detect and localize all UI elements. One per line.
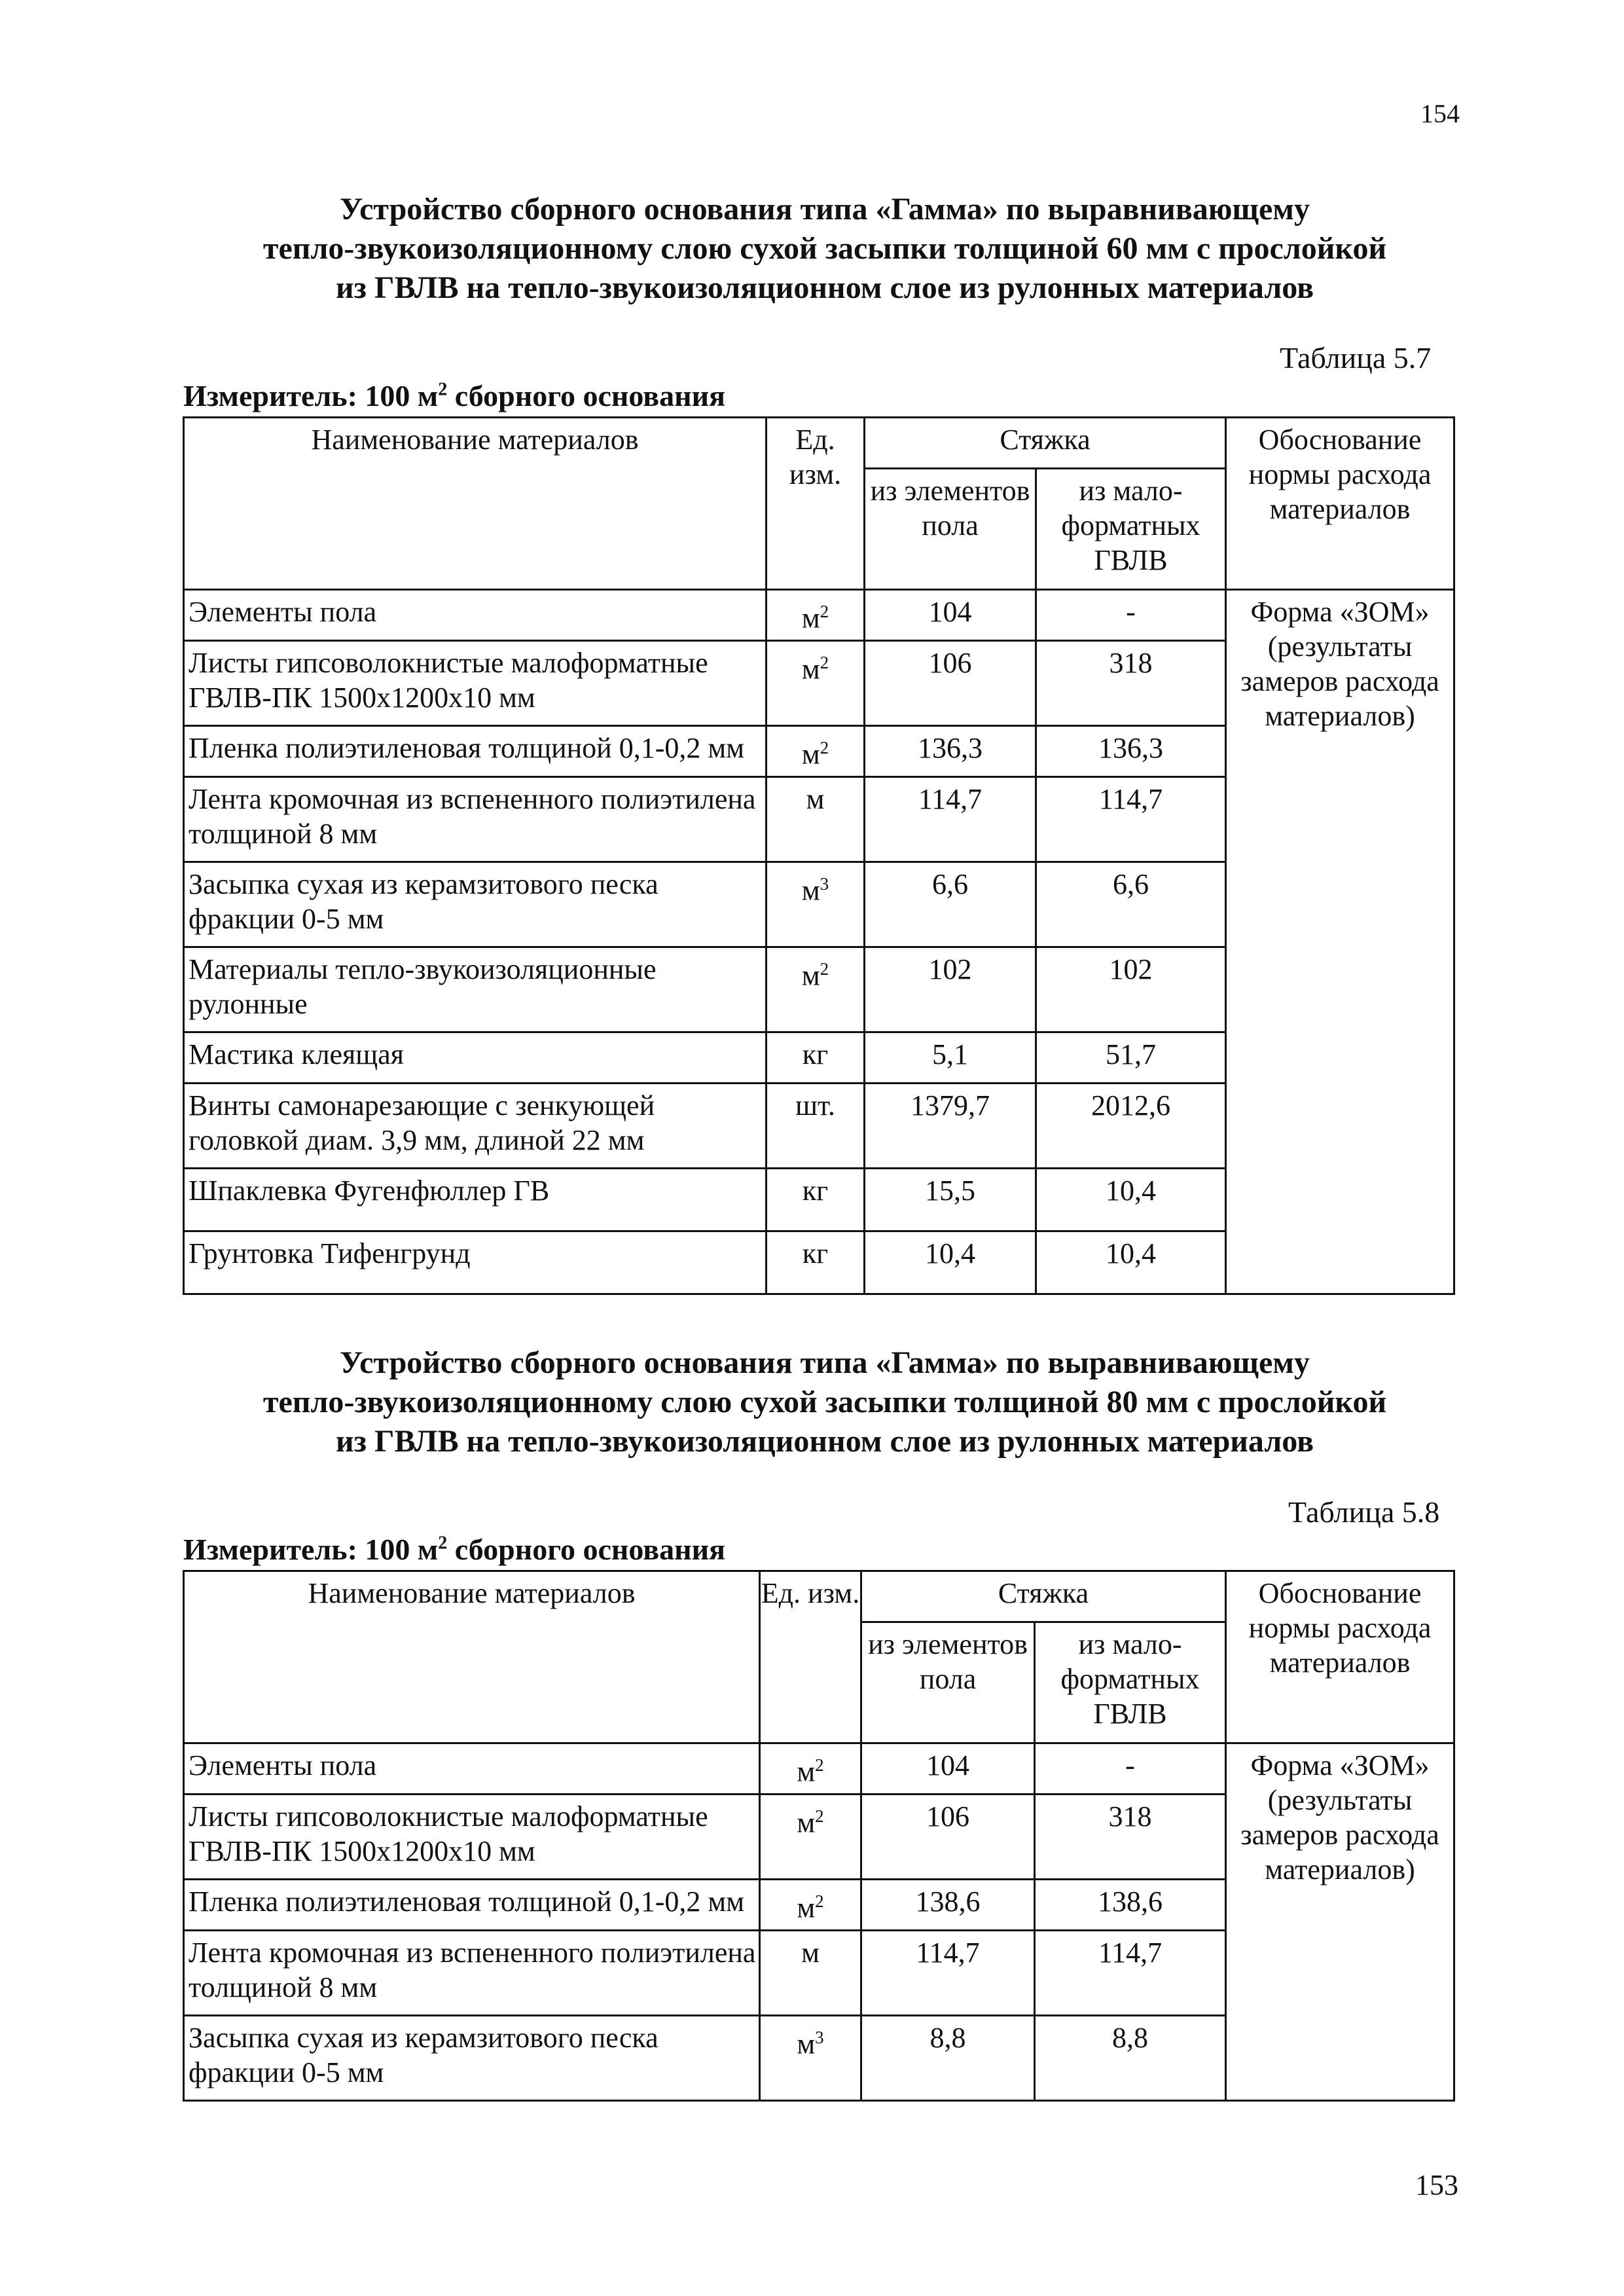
unit-cell bbox=[760, 1795, 861, 1880]
unit-text: кг bbox=[802, 1237, 829, 1269]
value-elements: 15,5 bbox=[865, 1169, 1036, 1231]
material-name: Грунтовка Тифенгрунд bbox=[184, 1231, 767, 1294]
material-name: Мастика клеящая bbox=[184, 1032, 767, 1084]
unit-sup: 2 bbox=[820, 738, 829, 757]
measure-suffix: сборного основания bbox=[447, 1533, 725, 1566]
material-name: Элементы пола bbox=[184, 1743, 760, 1795]
unit-text: кг bbox=[802, 1175, 829, 1207]
unit-cell bbox=[767, 726, 865, 777]
unit-text: м bbox=[801, 874, 820, 907]
value-elements: 1379,7 bbox=[865, 1084, 1036, 1169]
material-name: Пленка полиэтиленовая толщиной 0,1-0,2 мм bbox=[184, 726, 767, 777]
unit-sup: 2 bbox=[820, 653, 829, 672]
material-name: Лента кромочная из вспененного полиэтилена толщиной 8 мм bbox=[184, 777, 767, 862]
title-line: тепло-звукоизоляционному слою сухой засыпки толщиной 60 мм с прослойкой bbox=[262, 231, 1387, 266]
unit-text: м bbox=[801, 959, 820, 992]
unit-cell bbox=[767, 1169, 865, 1231]
table-label-5-8: Таблица 5.8 bbox=[1288, 1495, 1440, 1529]
header-group: Стяжка bbox=[861, 1571, 1226, 1622]
material-name: Пленка полиэтиленовая толщиной 0,1-0,2 мм bbox=[184, 1880, 760, 1931]
header-unit: Ед. изм. bbox=[767, 418, 865, 590]
material-name: Листы гипсоволокнистые малоформатные ГВЛВ-ПК 1500х1200х10 мм bbox=[184, 641, 767, 726]
unit-text: м bbox=[797, 1755, 816, 1788]
header-basis: Обоснование нормы расхода материалов bbox=[1226, 418, 1454, 590]
value-gvlv: 10,4 bbox=[1036, 1169, 1226, 1231]
header-basis: Обоснование нормы расхода материалов bbox=[1226, 1571, 1454, 1743]
measure-sup: 2 bbox=[438, 1533, 448, 1554]
unit-cell bbox=[767, 777, 865, 862]
measure-sup: 2 bbox=[438, 379, 448, 400]
value-gvlv: 10,4 bbox=[1036, 1231, 1226, 1294]
title-line: из ГВЛВ на тепло-звукоизоляционном слое из рулонных материалов bbox=[336, 1424, 1314, 1459]
material-name: Шпаклевка Фугенфюллер ГВ bbox=[184, 1169, 767, 1231]
value-gvlv: 114,7 bbox=[1035, 1931, 1226, 2016]
unit-cell bbox=[760, 1743, 861, 1795]
unit-text: м bbox=[797, 1891, 816, 1924]
unit-text: шт. bbox=[795, 1089, 835, 1121]
unit-sup: 2 bbox=[815, 1891, 824, 1911]
table-row bbox=[184, 590, 1454, 641]
materials-table-5-8 bbox=[183, 1570, 1455, 2102]
unit-cell bbox=[767, 862, 865, 947]
measure-prefix: Измеритель: 100 м bbox=[183, 379, 439, 412]
unit-sup: 2 bbox=[820, 959, 829, 979]
unit-text: м bbox=[806, 783, 825, 815]
unit-sup: 2 bbox=[815, 1806, 824, 1826]
unit-cell bbox=[760, 1931, 861, 2016]
value-gvlv: 114,7 bbox=[1036, 777, 1226, 862]
unit-cell bbox=[760, 2016, 861, 2101]
value-gvlv: 51,7 bbox=[1036, 1032, 1226, 1084]
unit-text: м bbox=[801, 738, 820, 771]
unit-sup: 2 bbox=[820, 602, 829, 621]
value-elements: 106 bbox=[861, 1795, 1035, 1880]
value-elements: 6,6 bbox=[865, 862, 1036, 947]
section-title-5-7 bbox=[131, 190, 1519, 308]
page-number-top: 154 bbox=[1420, 99, 1460, 128]
unit-cell bbox=[760, 1880, 861, 1931]
unit-text: м bbox=[797, 1806, 816, 1839]
unit-text: кг bbox=[802, 1038, 829, 1070]
header-name: Наименование материалов bbox=[184, 418, 767, 590]
value-gvlv: 318 bbox=[1036, 641, 1226, 726]
unit-text: м bbox=[801, 602, 820, 634]
unit-text: м bbox=[801, 1937, 820, 1969]
header-group: Стяжка bbox=[865, 418, 1226, 469]
measure-prefix: Измеритель: 100 м bbox=[183, 1533, 439, 1566]
table-label-5-7: Таблица 5.7 bbox=[1280, 341, 1432, 374]
unit-cell bbox=[767, 641, 865, 726]
value-gvlv: 318 bbox=[1035, 1795, 1226, 1880]
measure-line-5-8 bbox=[183, 1532, 725, 1567]
value-elements: 10,4 bbox=[865, 1231, 1036, 1294]
measure-line-5-7 bbox=[183, 378, 725, 413]
unit-sup: 3 bbox=[820, 874, 829, 894]
title-line: из ГВЛВ на тепло-звукоизоляционном слое из рулонных материалов bbox=[336, 270, 1314, 305]
value-elements: 104 bbox=[861, 1743, 1035, 1795]
value-gvlv: 6,6 bbox=[1036, 862, 1226, 947]
value-gvlv: 102 bbox=[1036, 947, 1226, 1032]
material-name: Материалы тепло-звукоизоляционные рулонные bbox=[184, 947, 767, 1032]
material-name: Элементы пола bbox=[184, 590, 767, 641]
unit-sup: 3 bbox=[815, 2028, 824, 2047]
header-sub-elements: из элементов пола bbox=[865, 469, 1036, 590]
unit-cell bbox=[767, 590, 865, 641]
title-line: тепло-звукоизоляционному слою сухой засыпки толщиной 80 мм с прослойкой bbox=[262, 1385, 1387, 1419]
unit-cell bbox=[767, 947, 865, 1032]
value-elements: 136,3 bbox=[865, 726, 1036, 777]
material-name: Листы гипсоволокнистые малоформатные ГВЛВ-ПК 1500х1200х10 мм bbox=[184, 1795, 760, 1880]
value-elements: 102 bbox=[865, 947, 1036, 1032]
value-elements: 8,8 bbox=[861, 2016, 1035, 2101]
material-name: Засыпка сухая из керамзитового песка фракции 0-5 мм bbox=[184, 862, 767, 947]
title-line: Устройство сборного основания типа «Гамма» по выравнивающему bbox=[340, 192, 1310, 227]
value-gvlv: 136,3 bbox=[1036, 726, 1226, 777]
value-gvlv: - bbox=[1035, 1743, 1226, 1795]
section-title-5-8 bbox=[131, 1343, 1519, 1461]
material-name: Засыпка сухая из керамзитового песка фракции 0-5 мм bbox=[184, 2016, 760, 2101]
measure-suffix: сборного основания bbox=[447, 379, 725, 412]
value-elements: 106 bbox=[865, 641, 1036, 726]
unit-cell bbox=[767, 1032, 865, 1084]
basis-cell: Форма «ЗОМ» (результаты замеров расхода материалов) bbox=[1226, 1743, 1454, 2101]
value-elements: 138,6 bbox=[861, 1880, 1035, 1931]
table-row bbox=[184, 1743, 1454, 1795]
unit-cell bbox=[767, 1231, 865, 1294]
header-sub-elements: из элементов пола bbox=[861, 1622, 1035, 1743]
page-number-bottom: 153 bbox=[1415, 2169, 1458, 2201]
unit-text: м bbox=[797, 2028, 816, 2060]
value-gvlv: 2012,6 bbox=[1036, 1084, 1226, 1169]
value-elements: 114,7 bbox=[865, 777, 1036, 862]
title-line: Устройство сборного основания типа «Гамма» по выравнивающему bbox=[340, 1345, 1310, 1380]
material-name: Винты самонарезающие с зенкующей головкой диам. 3,9 мм, длиной 22 мм bbox=[184, 1084, 767, 1169]
header-sub-gvlv: из мало-форматных ГВЛВ bbox=[1035, 1622, 1226, 1743]
value-gvlv: 138,6 bbox=[1035, 1880, 1226, 1931]
header-unit: Ед. изм. bbox=[760, 1571, 861, 1743]
header-name: Наименование материалов bbox=[184, 1571, 760, 1743]
basis-cell: Форма «ЗОМ» (результаты замеров расхода материалов) bbox=[1226, 590, 1454, 1294]
material-name: Лента кромочная из вспененного полиэтилена толщиной 8 мм bbox=[184, 1931, 760, 2016]
value-gvlv: - bbox=[1036, 590, 1226, 641]
value-elements: 104 bbox=[865, 590, 1036, 641]
unit-sup: 2 bbox=[815, 1755, 824, 1775]
value-elements: 114,7 bbox=[861, 1931, 1035, 2016]
value-elements: 5,1 bbox=[865, 1032, 1036, 1084]
unit-text: м bbox=[801, 653, 820, 685]
value-gvlv: 8,8 bbox=[1035, 2016, 1226, 2101]
materials-table-5-7 bbox=[183, 416, 1455, 1295]
header-sub-gvlv: из мало-форматных ГВЛВ bbox=[1036, 469, 1226, 590]
unit-cell bbox=[767, 1084, 865, 1169]
